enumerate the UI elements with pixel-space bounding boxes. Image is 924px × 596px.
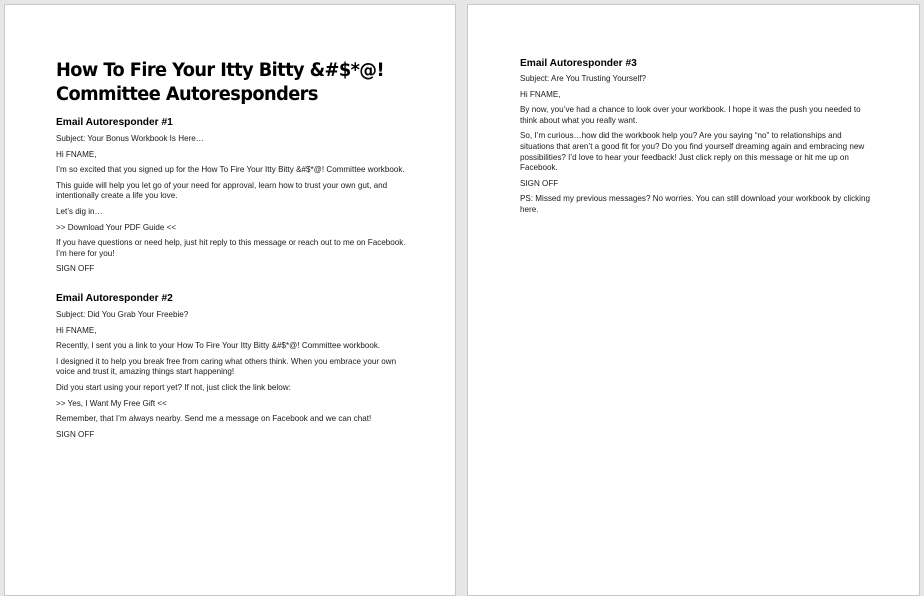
autoresponder-3-body: By now, you’ve had a chance to look over your workbook. I hope it was the push you needed to think about what you really want.	[520, 105, 861, 125]
autoresponder-1-body: If you have questions or need help, just hit reply to this message or reach out to me on Facebook. I’m here for you!	[56, 238, 406, 258]
autoresponder-2-body: I designed it to help you break free from caring what others think. When you embrace your own voice and trust it, amazing things start happening!	[56, 356, 397, 377]
autoresponder-1-body: I’m so excited that you signed up for the How To Fire Your Itty Bitty &#$*@! Committee workbook.	[56, 165, 405, 175]
autoresponder-2-heading: Email Autoresponder #2	[56, 292, 173, 304]
autoresponder-3-postscript: PS: Missed my previous messages? No worries. You can still download your workbook by clicking here.	[520, 194, 870, 214]
autoresponder-2-body: Remember, that I’m always nearby. Send me a message on Facebook and we can chat!	[56, 414, 372, 424]
autoresponder-1-heading: Email Autoresponder #1	[56, 117, 173, 128]
autoresponder-2-body: Did you start using your report yet? If not, just click the link below:	[56, 382, 291, 392]
page-1-content	[56, 59, 406, 445]
document-page-1	[4, 4, 456, 596]
autoresponder-3-signoff: SIGN OFF	[520, 178, 559, 188]
autoresponder-1-cta: >> Download Your PDF Guide <<	[56, 222, 177, 232]
autoresponder-3-subject: Subject: Are You Trusting Yourself?	[520, 74, 646, 83]
autoresponder-1-section	[56, 117, 406, 275]
autoresponder-1-signoff: SIGN OFF	[56, 264, 95, 274]
autoresponder-1-body: Let’s dig in…	[56, 206, 103, 216]
document-title	[56, 59, 392, 107]
autoresponder-2-cta: >> Yes, I Want My Free Gift <<	[56, 398, 167, 408]
autoresponder-2-body: Recently, I sent you a link to your How To Fire Your Itty Bitty &#$*@! Committee workbook.	[56, 341, 381, 351]
autoresponder-2-greeting: Hi FNAME,	[56, 325, 97, 335]
autoresponder-1-greeting: Hi FNAME,	[56, 149, 97, 159]
autoresponder-2-signoff: SIGN OFF	[56, 429, 95, 439]
document-title-line-1: How To Fire Your Itty Bitty &#$*@!	[56, 60, 385, 81]
section-spacer	[56, 280, 406, 293]
autoresponder-3-greeting: Hi FNAME,	[520, 89, 561, 99]
autoresponder-2-section	[56, 293, 406, 440]
document-page-2	[467, 4, 920, 596]
document-title-line-2: Committee Autoresponders	[56, 84, 318, 105]
autoresponder-3-section	[520, 58, 870, 216]
autoresponder-2-subject: Subject: Did You Grab Your Freebie?	[56, 309, 189, 319]
autoresponder-3-body: So, I’m curious…how did the workbook help you? Are you saying “no” to relationships and situations that aren’t a good fit for you? Do you find yourself dreaming again and embracing new possibilities? I’d love to hear your feedback! Just click reply on this message or hit me up on Facebook.	[520, 131, 865, 173]
page-2-content	[520, 58, 870, 221]
autoresponder-1-body: This guide will help you let go of your need for approval, learn how to trust your own gut, and intentionally create a life you love.	[56, 180, 388, 201]
autoresponder-3-heading: Email Autoresponder #3	[520, 58, 637, 69]
autoresponder-1-subject: Subject: Your Bonus Workbook Is Here…	[56, 134, 204, 143]
